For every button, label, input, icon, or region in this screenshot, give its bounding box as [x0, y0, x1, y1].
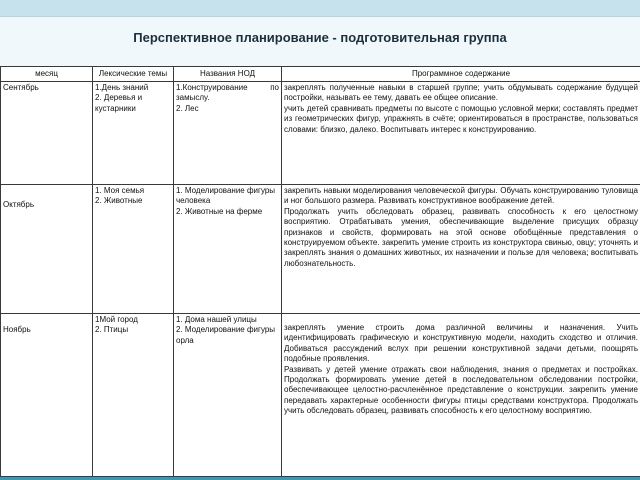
content-paragraph: Продолжать учить обследовать образец, развивать способность к его целостному восприятию. Отрабатывать умения, обеспечивающие выделение присущих образцу признаков и свойств, формировать на этой основе обобщённые представления о конструируемом объекте. закрепить умение строить из конструктора свинью, овцу; уточнять и закреплять знания о домашних животных, их назначении и пользе для человека; воспитывать любознательность. — [284, 206, 638, 268]
content-paragraph: закреплять полученные навыки в старшей группе; учить обдумывать содержание будущей постройки, называть ее тему, давать ее общее описание. — [284, 83, 638, 103]
theme-item: 1Мой город — [95, 315, 138, 324]
month-cell — [1, 185, 93, 314]
nod-cell — [174, 185, 282, 314]
content-cell — [282, 82, 640, 185]
table-row — [1, 185, 640, 314]
nod-item: 1. Моделирование фигуры человека — [176, 186, 276, 206]
theme-item: 2. Птицы — [95, 325, 129, 335]
page-title: Перспективное планирование - подготовительная группа — [133, 30, 507, 45]
top-decorative-band — [0, 0, 640, 17]
theme-item: 1.День знаний — [95, 83, 149, 92]
nod-item: 2. Животные на ферме — [176, 206, 263, 216]
month-label: Сентябрь — [3, 83, 39, 92]
month-label: Октябрь — [3, 200, 35, 209]
header-program-content: Программное содержание — [282, 67, 640, 82]
nod-cell — [174, 82, 282, 185]
header-nod-names: Названия НОД — [174, 67, 282, 82]
header-month: месяц — [1, 67, 93, 82]
theme-item: 1. Моя семья — [95, 186, 145, 195]
themes-cell — [93, 314, 174, 477]
table-row — [1, 82, 640, 185]
theme-item: 2. Животные — [95, 196, 143, 206]
content-paragraph: учить детей сравнивать предметы по высоте с помощью условной мерки; составлять предмет из геометрических фигур, упражнять в счёте; ориентироваться в пространстве, пользоваться словами: близко, далеко. Воспитывать интерес к конструированию. — [284, 103, 638, 134]
content-paragraph: закреплять умение строить дома различной величины и назначения. Учить идентифицировать графическую и конструктивную модели, находить сходство и отличия. Добиваться рассуждений вслух при решении конструктивной задачи детьми, поощрять подобные проявления. — [284, 323, 638, 364]
content-paragraph: Развивать у детей умение отражать свои наблюдения, знания о предметах и постройках. Продолжать формировать умение детей в последовательном обследовании постройки, обеспечивающее целостно-расчленённое представление о конструкции. закрепить умение передавать характерные особенности фигуры птицы средствами конструктора. Продолжать учить обследовать образец, развивать способность к его целостному восприятию. — [284, 364, 638, 416]
table-row — [1, 314, 640, 477]
month-cell — [1, 82, 93, 185]
month-cell — [1, 314, 93, 477]
planning-table — [0, 66, 640, 477]
content-cell — [282, 314, 640, 477]
nod-item: 1. Дома нашей улицы — [176, 315, 257, 324]
themes-cell — [93, 185, 174, 314]
month-label: Ноябрь — [3, 325, 31, 334]
content-paragraph: закрепить навыки моделирования человеческой фигуры. Обучать конструированию туловища и ног большого размера. Развивать конструктивное воображение детей. — [284, 186, 638, 206]
content-cell — [282, 185, 640, 314]
nod-item: 2. Моделирование фигуры орла — [176, 325, 276, 345]
spacer — [284, 315, 638, 323]
themes-cell — [93, 82, 174, 185]
header-lexical-themes: Лексические темы — [93, 67, 174, 82]
nod-item: 2. Лес — [176, 103, 199, 113]
table-header-row — [1, 67, 640, 82]
nod-cell — [174, 314, 282, 477]
nod-item: 1.Конструирование по замыслу. — [176, 83, 279, 103]
theme-item: 2. Деревья и кустарники — [95, 93, 143, 113]
